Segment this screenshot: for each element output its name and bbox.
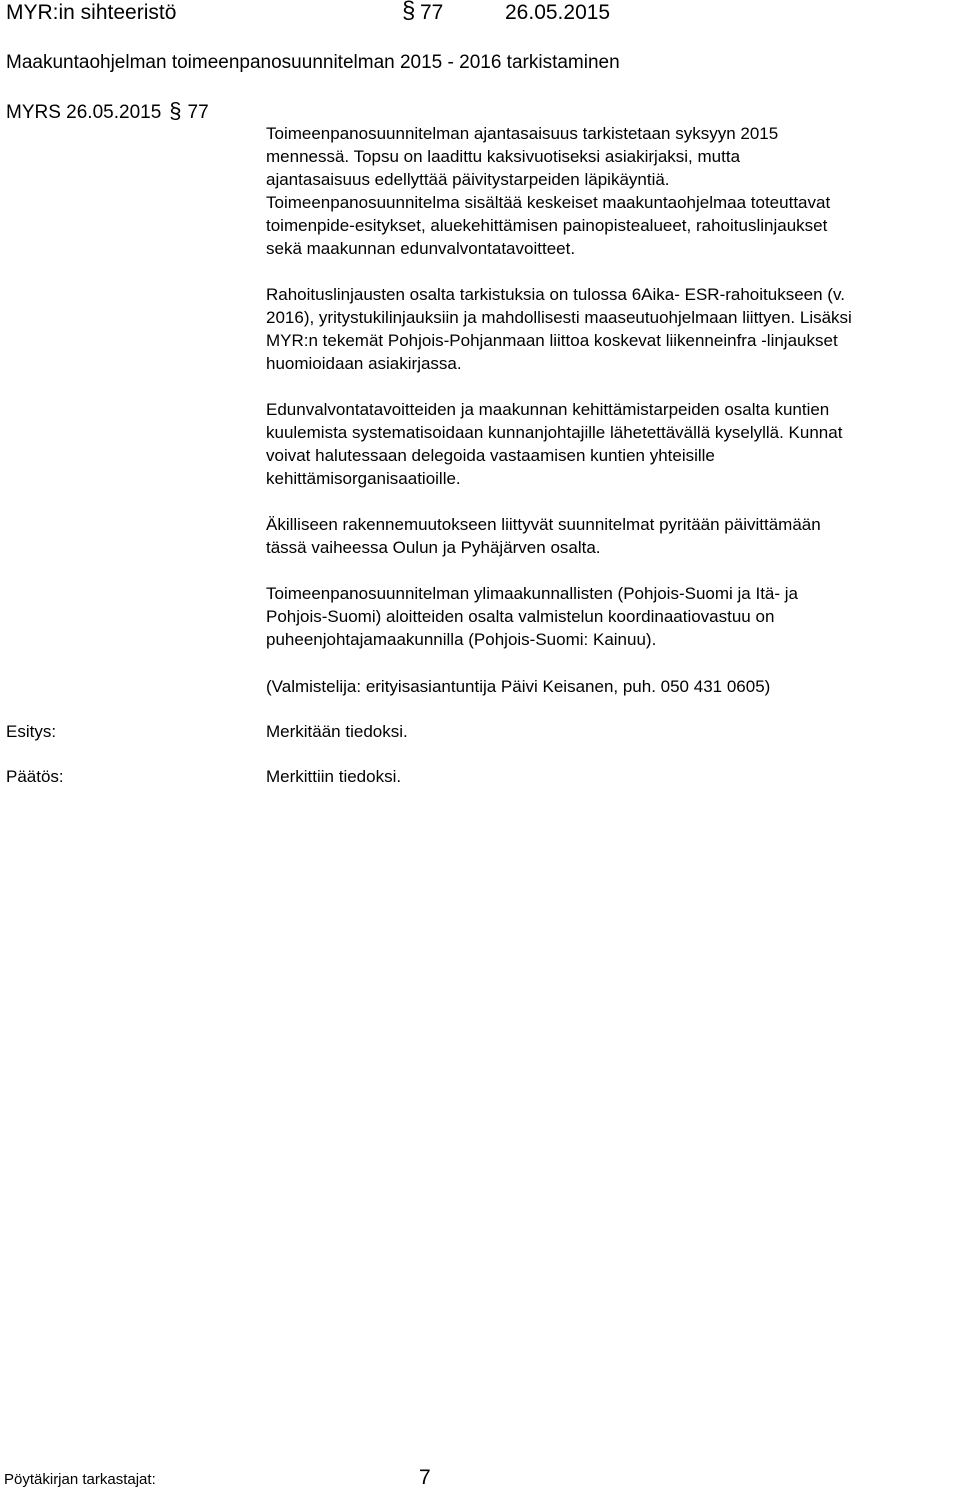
meeting-code: MYRS 26.05.2015 [6,102,162,123]
body-line: 2016), yritystukilinjauksiin ja mahdollisesti maaseutuohjelmaan liittyen. Lisäksi [266,308,852,327]
paragraph-4 [266,513,956,559]
body-line: MYR:n tekemät Pohjois-Pohjanmaan liittoa koskevat liikenneinfra -linjaukset [266,331,838,350]
paragraph-2 [266,283,956,375]
preparer-note [266,675,956,698]
body-line: toimenpide-esitykset, aluekehittämisen painopistealueet, rahoituslinjaukset [266,216,828,235]
body-line: tässä vaiheessa Oulun ja Pyhäjärven osalta. [266,538,601,557]
proposal-line: Merkitään tiedoksi. [266,722,408,741]
footer-reviewers-label: Pöytäkirjan tarkastajat: [4,1471,156,1488]
body-line: Edunvalvontatavoitteiden ja maakunnan kehittämistarpeiden osalta kuntien [266,400,830,419]
page-number: 7 [419,1466,431,1489]
paragraph-1 [266,122,956,260]
document-title: Maakuntaohjelman toimeenpanosuunnitelman 2015 - 2016 tarkistaminen [6,52,620,73]
decision-line: Merkittiin tiedoksi. [266,767,402,786]
body-line: puheenjohtajamaakunnilla (Pohjois-Suomi: Kainuu). [266,630,657,649]
preparer-line: (Valmistelija: erityisasiantuntija Päivi Keisanen, puh. 050 431 0605) [266,677,771,696]
body-line: sekä maakunnan edunvalvontatavoitteet. [266,239,576,258]
body-line: Toimeenpanosuunnitelman ylimaakunnallisten (Pohjois-Suomi ja Itä- ja [266,584,799,603]
proposal-label: Esitys: [6,722,57,741]
meeting-reference [6,99,209,125]
body-line: Toimeenpanosuunnitelman ajantasaisuus tarkistetaan syksyyn 2015 [266,124,779,143]
reference-number: 77 [187,102,209,123]
reference-section-symbol: § [169,98,182,123]
body-line: kehittämisorganisaatioille. [266,469,461,488]
body-line: kuulemista systematisoidaan kunnanjohtajille lähetettävällä kyselyllä. Kunnat [266,423,843,442]
decision-label: Päätös: [6,767,64,786]
body-line: Toimeenpanosuunnitelma sisältää keskeiset maakuntaohjelmaa toteuttavat [266,193,831,212]
body-line: Rahoituslinjausten osalta tarkistuksia on tulossa 6Aika- ESR-rahoitukseen (v. [266,285,845,304]
paragraph-3 [266,398,956,490]
section-symbol: § [402,0,416,24]
header-date: 26.05.2015 [505,1,611,24]
paragraph-5 [266,582,956,651]
decision-text [266,765,956,788]
header-organization: MYR:in sihteeristö [6,1,177,24]
body-line: huomioidaan asiakirjassa. [266,354,462,373]
section-number: 77 [420,1,444,24]
body-line: Pohjois-Suomi) aloitteiden osalta valmistelun koordinaatiovastuu on [266,607,775,626]
proposal-text [266,720,956,743]
body-line: Äkilliseen rakennemuutokseen liittyvät suunnitelmat pyritään päivittämään [266,515,821,534]
body-line: ajantasaisuus edellyttää päivitystarpeiden läpikäyntiä. [266,170,670,189]
body-line: voivat halutessaan delegoida vastaamisen kuntien yhteisille [266,446,715,465]
body-line: mennessä. Topsu on laadittu kaksivuotiseksi asiakirjaksi, mutta [266,147,741,166]
